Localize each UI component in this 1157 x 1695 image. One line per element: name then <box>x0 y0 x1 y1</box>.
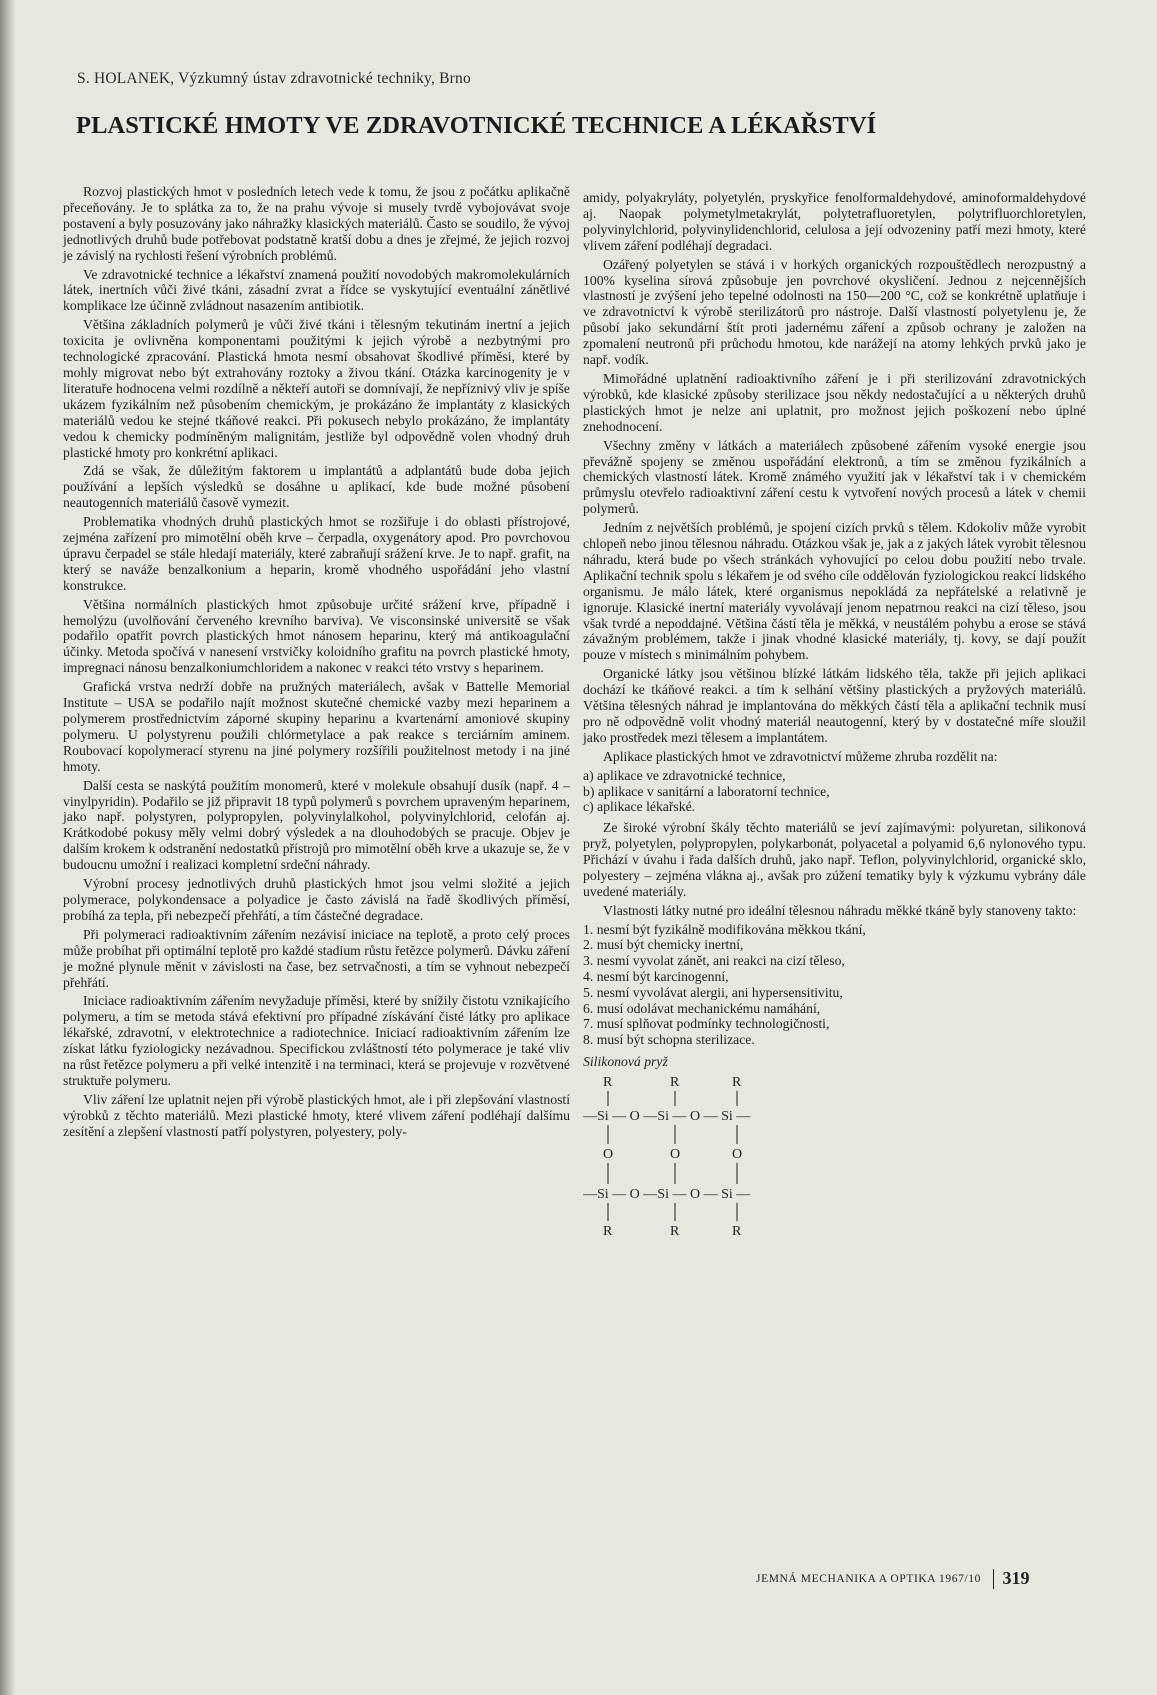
list-item: c) aplikace lékařské. <box>583 799 696 815</box>
list-item: 4. nesmí být karcinogenní, <box>583 968 729 984</box>
list-item: 7. musí splňovat podmínky technologičnosti, <box>583 1016 830 1032</box>
list-item: 6. musí odolávat mechanickému namáhání, <box>583 1000 821 1016</box>
r-group-label: R <box>670 1074 680 1090</box>
paragraph: Grafická vrstva nedrží dobře na pružných materiálech, avšak v Battelle Memorial Institute – USA se podařilo najít možnost skutečné chemické vazby mezi heparinem a polymerem prostřednictvím záporné skupiny heparinu a kvartenární amoniové skupiny polymeru. U polystyrenu použili chlórmetylace a pak reakce s terciárním aminem. Roubovací kopolymerací styrenu na jiné polymery rozšířili použitelnost metody i na jiné hmoty. <box>63 679 570 774</box>
r-group-label: R <box>603 1223 613 1239</box>
siloxane-row-bottom: —Si — O —Si — O — Si — <box>583 1186 751 1202</box>
paragraph: Všechny změny v látkách a materiálech způsobené zářením vysoké energie jsou převážně spojeny se změnou uspořádání elektronů, a tím se změnou fyzikálních a chemických vlastností látek. Kromě známého využití jak v lékařství tak i v chemickém průmyslu otevřelo radioaktivní záření cestu k vytvoření nových procesů a látek v chemii polymerů. <box>583 437 1086 517</box>
paragraph: Mimořádné uplatnění radioaktivního záření je i při sterilizování zdravotnických výrobků, kde klasické způsoby sterilizace jsou někdy nedostačující a u některých druhů plastických hmot je nelze ani uplatnit, pro možnost jejich poškození nebo úplné znehodnocení. <box>583 370 1086 434</box>
paragraph: Aplikace plastických hmot ve zdravotnictví můžeme zhruba rozdělit na: <box>603 748 998 764</box>
paragraph: Ozářený polyetylen se stává i v horkých organických rozpouštědlech nerozpustný a 100% kyselina sírová způsobuje jen povrchové okysličení. Jednou z nejcennějších vlastností je zvýšení jeho tepelné odolnosti na 150—200 °C, což se konkrétně uplatňuje i ve zdravotnictví k výrobě sterilizátorů pro nástroje. Další vlastností polyetylenu je, že působí jako sekundární štít proti jadernému záření a způsob ochrany je založen na zpomalení neutronů při průchodu hmotou, kde narážejí na atomy lehkých prvků jako je např. vodík. <box>583 256 1086 368</box>
list-item: 5. nesmí vyvolávat alergii, ani hypersensitivitu, <box>583 984 843 1000</box>
page-footer <box>756 1568 1029 1589</box>
paragraph: Problematika vhodných druhů plastických hmot se rozšiřuje i do oblasti přístrojové, zejména zařízení pro mimotělní oběh krve – čerpadla, oxygenátory apod. Pro povrchovou úpravu čerpadel se stále hledají materiály, které zabraňují srážení krve. Je to např. grafit, na který se naváže benzalkonium a heparin, kromě vhodného uspořádání jeho vlastní konstrukce. <box>63 514 570 593</box>
paragraph: Iniciace radioaktivním zářením nevyžaduje příměsi, které by snížily čistotu vznikajícího polymeru, a tím se metoda stává efektivní pro případné získávání čisté látky pro aplikace lékařské, zdravotní, v elektrotechnice a radiotechnice. Iniciací radioaktivním zářením lze získat látku fyziologicky nezávadnou. Specifickou zvláštností této polymerace je také vliv na růst řetězce polymeru a při velké intenzitě i na terminaci, která se projevuje v rozvětvené struktuře polymeru. <box>63 993 570 1088</box>
paragraph: Rozvoj plastických hmot v posledních letech vede k tomu, že jsou z počátku aplikačně přeceňovány. Je to splátka za to, že na prahu vývoje si musely tvrdě vybojovávat svoje postavení a byly posuzovány jako náhražky klasických materiálů. Často se soudilo, že vývoj jednotlivých druhů bude potřebovat podstatně kratší dobu a dnes je zřejmé, že jejich rozvoj je závislý na rychlosti řešení výrobních problémů. <box>63 184 570 263</box>
paragraph: Jedním z největších problémů, je spojení cizích prvků s tělem. Kdokoliv může vyrobit chlopeň nebo jinou tělesnou náhradu. Otázkou však je, jak a z jakých látek vyrobit tělesnou náhradu, která bude po všech stránkách vyhovující po celou dobu použití nebo trvale. Aplikační technik spolu s lékařem je od svého cíle oddělován fyziologickou reakcí lidského organismu. Je málo látek, které organismus nepokládá za nepřátelské a relativně je ignoruje. Klasické inertní materiály vyvolávají jenom nepatrnou reakci na cizí těleso, jsou však tvrdé a nepoddajné. Většina částí těla je měkká, v neustálém pohybu a erose se stává závažným problémem, takže i jinak vhodné klasické materiály, tj. kovy, se dají použít pouze v místech s minimálním pohybem. <box>583 520 1086 663</box>
silicone-rubber-formula <box>583 1072 1086 1240</box>
list-item: 3. nesmí vyvolat zánět, ani reakci na cizí těleso, <box>583 953 845 969</box>
page-binding-shadow <box>0 0 16 1695</box>
r-group-label: R <box>732 1223 742 1239</box>
siloxane-row-top: —Si — O —Si — O — Si — <box>583 1108 751 1124</box>
structural-formula <box>583 1072 813 1240</box>
paragraph: Ze široké výrobní škály těchto materiálů se jeví zajímavými: polyuretan, silikonová pryž, polyetylen, polypropylen, polykarbonát, polyacetal a polyamid 6,6 nylonového typu. Přichází v úvahu i řada dalších druhů, jako např. Teflon, polyvinylchlorid, organické sklo, polyestery – zejména vlákna aj., avšak pro zúžení tematiky byly k výzkumu vybrány dále uvedené materiály. <box>583 820 1086 899</box>
paragraph: Většina základních polymerů je vůči živé tkáni i tělesným tekutinám inertní a jejich toxicita je ovlivněna komponentami použitými k jejich výrobě a nezbytnými pro technologické zpracování. Plastická hmota nesmí obsahovat škodlivé příměsi, které by mohly migrovat nebo být extrahovány roztoky a živou tkání. Otázka karcinogenity je v literatuře hodnocena velmi rozdílně a někteří autoři se domnívají, že nepříznivý vliv je spíše ukázem fyzikálním než působením chemickým, je prokázáno že implantáty z klasických materiálů vedou ke stejné tkáňové reakci. Při pokusech nebylo prokázáno, že implantáty vedou k chemicky podmíněným malignitám, jestliže byl odpovědně volen vhodný druh plastické hmoty pro konkrétní aplikaci. <box>63 317 570 460</box>
oxygen-bridge-label: O <box>732 1146 743 1162</box>
footer-divider <box>993 1569 995 1589</box>
paragraph: Vlastnosti látky nutné pro ideální tělesnou náhradu měkké tkáně byly stanoveny takto: <box>603 902 1077 918</box>
requirements-list <box>583 922 1086 1048</box>
paragraph: Většina normálních plastických hmot způsobuje určité srážení krve, případně i hemolýzu (uvolňování červeného krevního barviva). Ve visconsinské universitě se však podařilo opatřit povrch plastických hmot nánosem heparinu, který má antikoagulační účinky. Metoda spočívá v nanesení vrstvičky koloidního grafitu na povrch plastické hmoty, impregnaci nánosu benzalkoniumchloridem a nakonec v reakci této vrstvy s heparinem. <box>63 596 570 676</box>
r-group-label: R <box>732 1074 742 1090</box>
paragraph: Zdá se však, že důležitým faktorem u implantátů a adplantátů bude doba jejich používání a lepších výsledků se dosáhne u aplikací, kde bude možné působení neautogenních materiálů časově vymezit. <box>63 463 570 511</box>
list-item: 2. musí být chemicky inertní, <box>583 937 744 953</box>
right-column <box>583 190 1086 1240</box>
journal-name: JEMNÁ MECHANIKA A OPTIKA 1967/10 <box>756 1572 981 1585</box>
author-byline: S. HOLANEK, Výzkumný ústav zdravotnické techniky, Brno <box>77 70 471 87</box>
paragraph: Organické látky jsou většinou blízké látkám lidského těla, takže při jejich aplikaci dochází ke tkáňové reakci. a tím k selhání většiny plastických a pryžových materiálů. Většina tělesných náhrad je implantována do měkkých částí těla a aplikační technik musí pro ně odpovědně volit vhodný materiál neautogenní, který by v dostatečné míře sloužil jako prostředek mezi tělesem a implantátem. <box>583 666 1086 745</box>
r-group-label: R <box>670 1223 680 1239</box>
left-column <box>63 184 570 1143</box>
paragraph: Vliv záření lze uplatnit nejen při výrobě plastických hmot, ale i při zlepšování vlastností výrobků z těchto materiálů. Mezi plastické hmoty, které vlivem záření podléhají dalšímu zesítění a zlepšení vlastností patří polystyren, polyestery, poly- <box>63 1091 570 1139</box>
paragraph: Další cesta se naskýtá použitím monomerů, které v molekule obsahují dusík (např. 4 – vinylpyridin). Podařilo se již připravit 18 typů polymerů s povrchem upraveným heparinem, jako např. polystyren, polypropylen, polyvinylalkohol, polyvinylchlorid, celofán aj. Krátkodobé pokusy měly velmi dobrý výsledek a na dlouhodobých se pracuje. Objev je dalším krokem k odstranění nedostatků přístrojů pro mimotělní oběh krve a ukazuje se, že v budoucnu umožní i realizaci kompletní srdeční náhrady. <box>63 777 570 873</box>
oxygen-bridge-label: O <box>670 1146 681 1162</box>
paragraph: amidy, polyakryláty, polyetylén, pryskyřice fenolformaldehydové, aminoformaldehydové aj. Naopak polymetylmetakrylát, polytetrafluoretylen, polytrifluorchloretylen, polyvinylchlorid, polyvinylidenchlorid, celulosa a její odvozeniny patří mezi hmoty, které vlivem záření podléhají degradaci. <box>583 190 1086 253</box>
page-number: 319 <box>1002 1568 1030 1588</box>
list-item: 8. musí být schopna sterilizace. <box>583 1032 755 1048</box>
formula-caption: Silikonová pryž <box>583 1053 668 1069</box>
article-title: PLASTICKÉ HMOTY VE ZDRAVOTNICKÉ TECHNICE A LÉKAŘSTVÍ <box>76 112 877 139</box>
paragraph: Ve zdravotnické technice a lékařství znamená použití novodobých makromolekulárních látek, inertních vůči živé tkáni, zásadní zvrat a řídce se vyskytující eventuální zánětlivé komplikace lze účinně zvládnout nasazením antibiotik. <box>63 266 570 314</box>
oxygen-bridge-label: O <box>603 1146 614 1162</box>
list-item: a) aplikace ve zdravotnické technice, <box>583 767 786 783</box>
r-group-label: R <box>603 1074 613 1090</box>
list-item: b) aplikace v sanitární a laboratorní technice, <box>583 783 830 799</box>
paragraph: Při polymeraci radioaktivním zářením nezávisí iniciace na teplotě, a proto celý proces může probíhat při optimální teplotě pro každé stadium růstu řetězce polymerů. Dávku záření je možné plynule měnit v závislosti na čase, bez setrvačnosti, a tím se vyhnout nebezpečí přehřátí. <box>63 926 570 990</box>
paragraph: Výrobní procesy jednotlivých druhů plastických hmot jsou velmi složité a jejich polymerace, polykondensace a polyadice je často závislá na řadě škodlivých příměsí, probíhá za tepla, při nebezpečí přehřátí, a tím částečné degradace. <box>63 876 570 923</box>
application-list <box>583 768 1086 815</box>
list-item: 1. nesmí být fyzikálně modifikována měkkou tkání, <box>583 921 866 937</box>
